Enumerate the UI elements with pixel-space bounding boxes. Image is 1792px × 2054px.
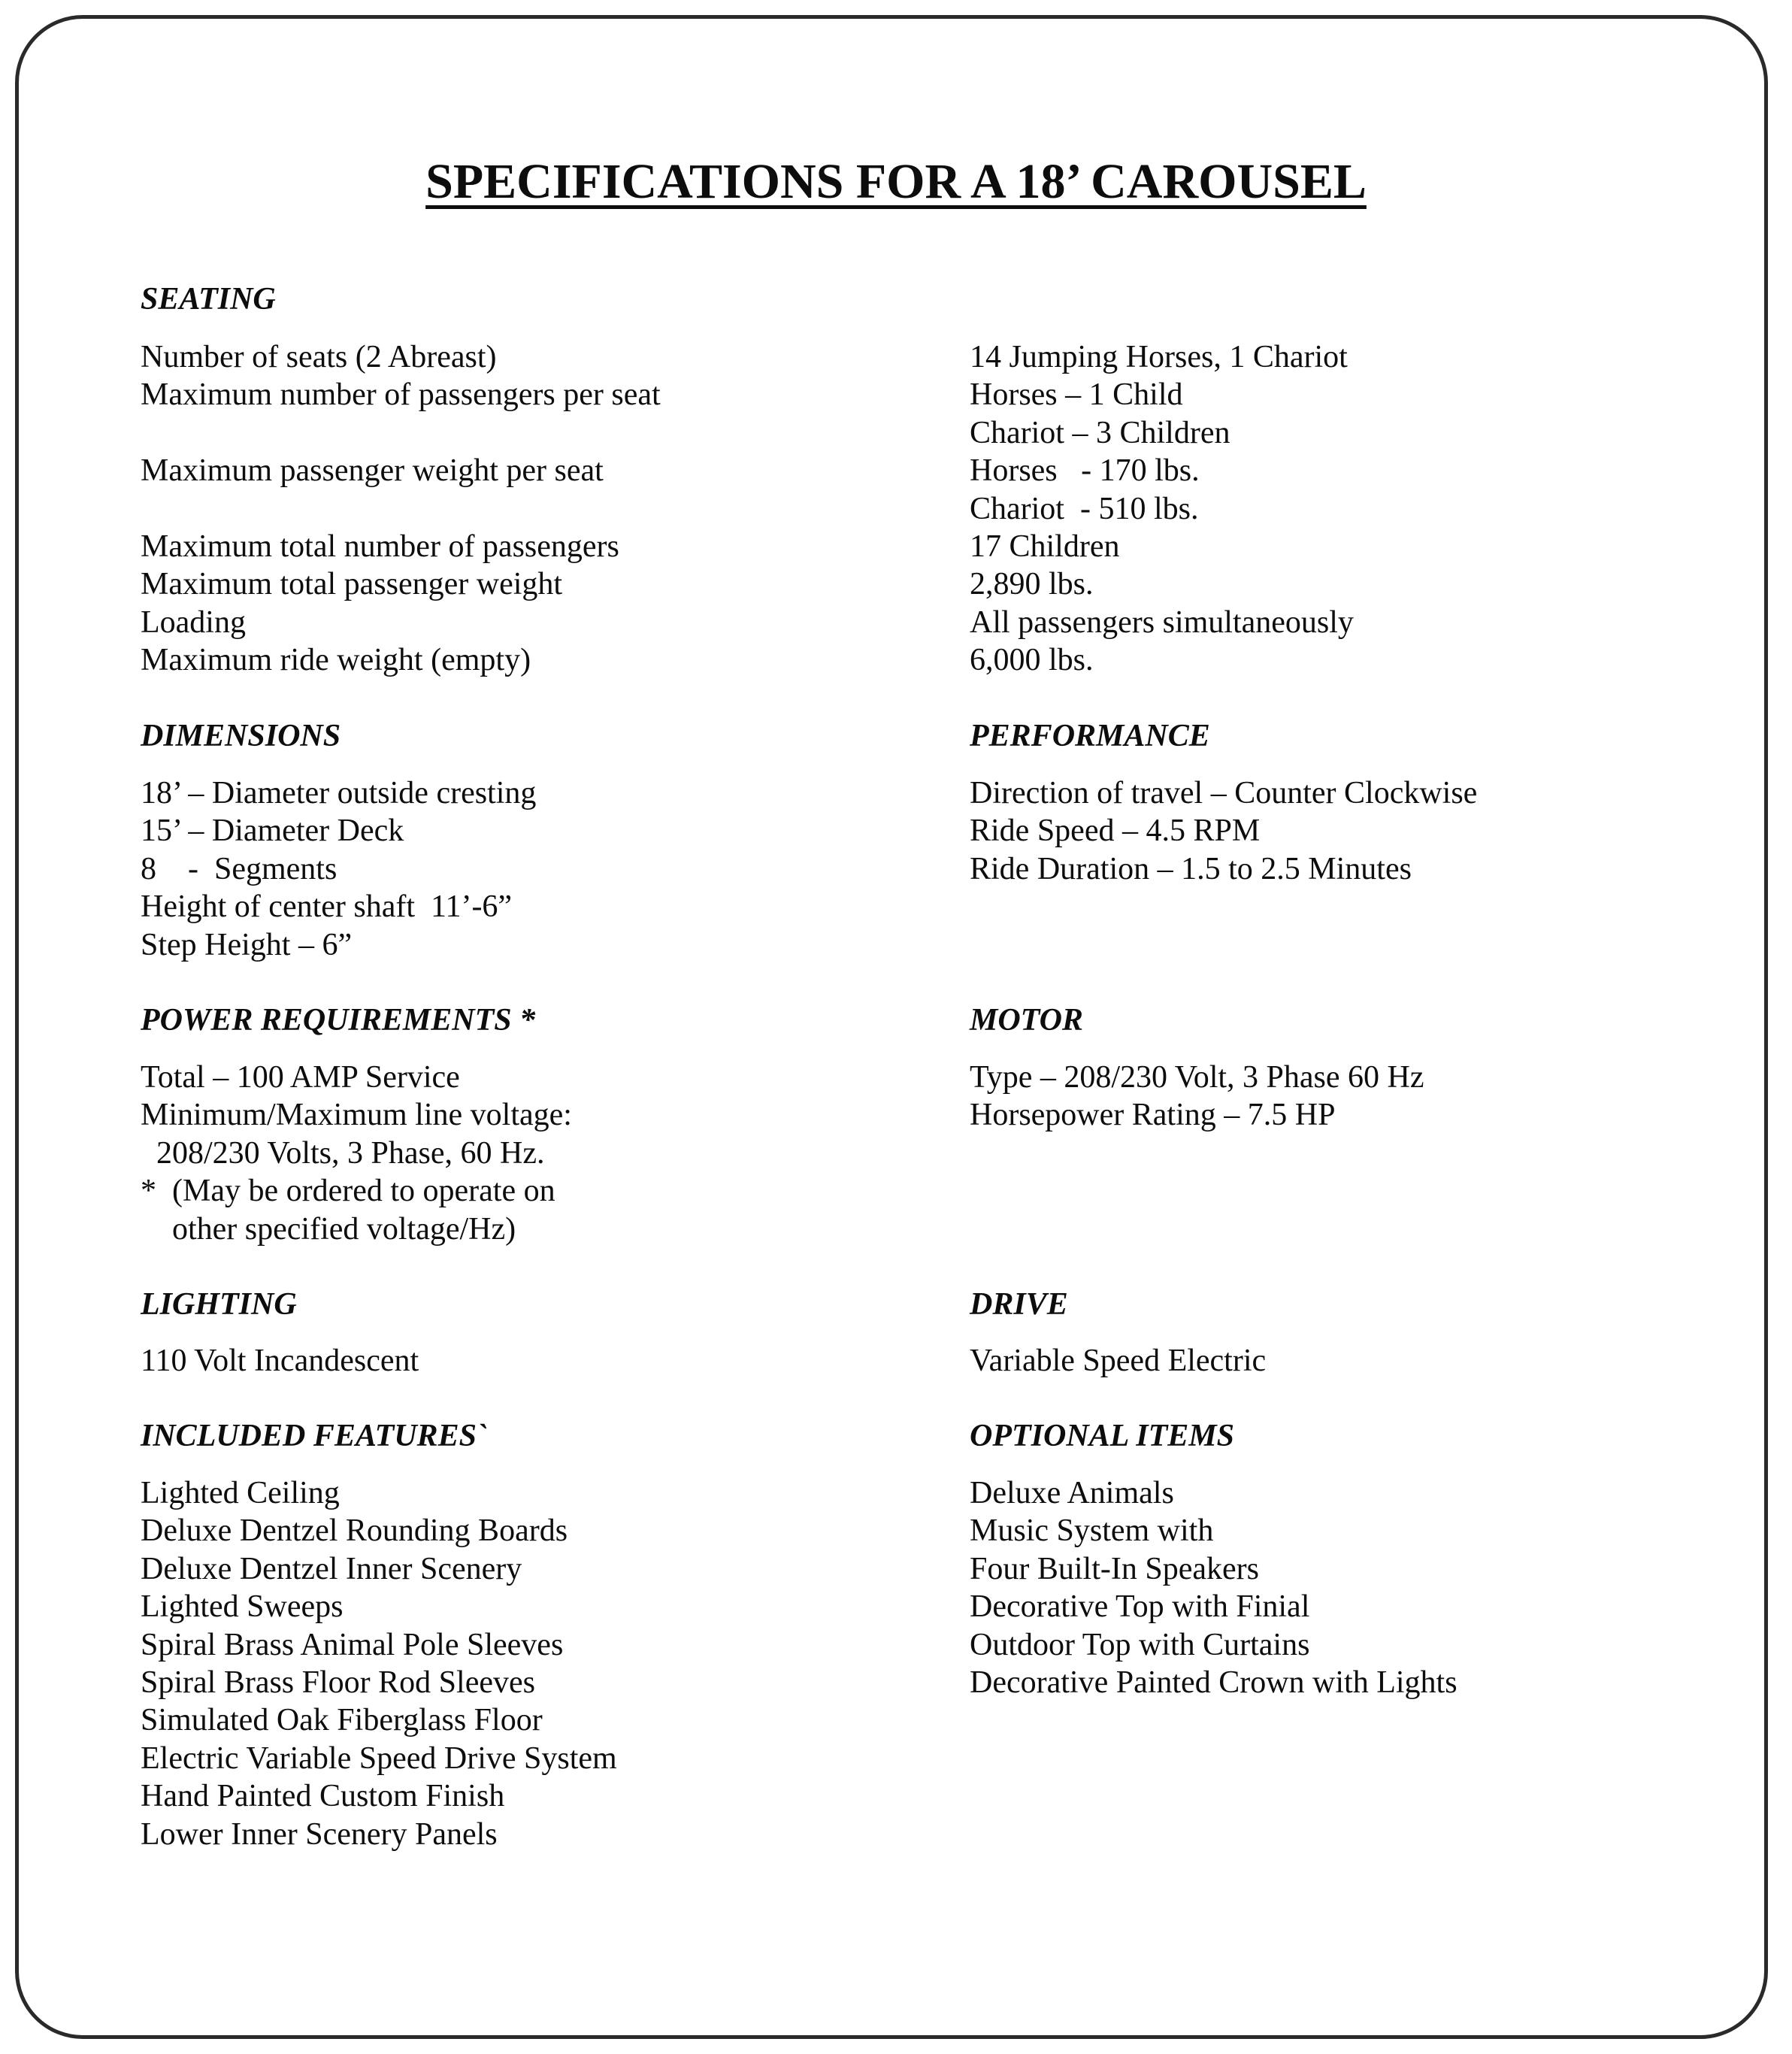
spec-line: 15’ – Diameter Deck [141, 813, 404, 849]
spec-line: Spiral Brass Floor Rod Sleeves [141, 1665, 535, 1700]
spec-line: Spiral Brass Animal Pole Sleeves [141, 1627, 564, 1662]
included-features-heading: INCLUDED FEATURES` [141, 1419, 487, 1453]
dimensions-list [141, 774, 536, 964]
spec-line: Minimum/Maximum line voltage: [141, 1098, 572, 1133]
spec-line: Ride Speed – 4.5 RPM [970, 813, 1261, 849]
performance-list [970, 774, 1477, 888]
spec-line: Lighted Sweeps [141, 1589, 344, 1625]
motor-heading: MOTOR [970, 1003, 1083, 1038]
spec-line: Chariot - 510 lbs. [970, 491, 1199, 526]
seating-labels [141, 338, 661, 680]
spec-line: Chariot – 3 Children [970, 415, 1230, 450]
spec-line: 14 Jumping Horses, 1 Chariot [970, 340, 1348, 374]
spec-line: 18’ – Diameter outside cresting [141, 776, 537, 810]
spec-line: 208/230 Volts, 3 Phase, 60 Hz. [141, 1135, 545, 1171]
spec-line: Lighted Ceiling [141, 1476, 340, 1510]
spec-line: Decorative Top with Finial [970, 1589, 1310, 1625]
seating-values [970, 338, 1354, 680]
optional-items-list [970, 1474, 1458, 1701]
spec-line: Lower Inner Scenery Panels [141, 1816, 498, 1852]
spec-line: Deluxe Animals [970, 1476, 1174, 1510]
spec-line: Decorative Painted Crown with Lights [970, 1665, 1458, 1700]
included-features-list [141, 1474, 617, 1853]
spec-line: Maximum total number of passengers [141, 529, 619, 564]
spec-line: Height of center shaft 11’-6” [141, 889, 513, 925]
motor-list [970, 1059, 1424, 1135]
spec-line: Hand Painted Custom Finish [141, 1779, 505, 1814]
spec-line: Maximum ride weight (empty) [141, 643, 531, 678]
spec-line: Maximum number of passengers per seat [141, 377, 661, 413]
spec-line: Type – 208/230 Volt, 3 Phase 60 Hz [970, 1060, 1424, 1095]
spec-line: Outdoor Top with Curtains [970, 1627, 1310, 1662]
spec-line: Horses - 170 lbs. [970, 453, 1200, 489]
dimensions-heading: DIMENSIONS [141, 719, 341, 753]
spec-line: 2,890 lbs. [970, 567, 1094, 602]
spec-line: Simulated Oak Fiberglass Floor [141, 1703, 543, 1738]
spec-line [141, 490, 661, 528]
power-list [141, 1059, 572, 1248]
spec-line: Music System with [970, 1513, 1214, 1549]
power-heading: POWER REQUIREMENTS * [141, 1003, 536, 1038]
spec-line [141, 414, 661, 452]
seating-heading: SEATING [141, 282, 276, 317]
spec-line: 8 - Segments [141, 851, 338, 886]
spec-line: 6,000 lbs. [970, 643, 1094, 678]
spec-line: other specified voltage/Hz) [141, 1211, 516, 1247]
spec-line: Deluxe Dentzel Rounding Boards [141, 1513, 568, 1549]
spec-line: Maximum total passenger weight [141, 567, 563, 602]
spec-line: Loading [141, 604, 246, 640]
spec-line: Step Height – 6” [141, 927, 353, 962]
page-title: SPECIFICATIONS FOR A 18’ CAROUSEL [425, 154, 1367, 210]
lighting-list [141, 1342, 419, 1380]
spec-line: Horsepower Rating – 7.5 HP [970, 1098, 1336, 1133]
drive-list [970, 1342, 1266, 1380]
performance-heading: PERFORMANCE [970, 719, 1210, 753]
spec-line: Electric Variable Speed Drive System [141, 1740, 617, 1776]
spec-line: Maximum passenger weight per seat [141, 453, 604, 489]
spec-line: Total – 100 AMP Service [141, 1060, 460, 1095]
spec-line: * (May be ordered to operate on [141, 1174, 555, 1209]
spec-line: Direction of travel – Counter Clockwise [970, 776, 1478, 810]
spec-line: Variable Speed Electric [970, 1344, 1267, 1378]
spec-line: 110 Volt Incandescent [141, 1344, 419, 1378]
optional-items-heading: OPTIONAL ITEMS [970, 1419, 1234, 1453]
spec-line: Deluxe Dentzel Inner Scenery [141, 1551, 522, 1586]
drive-heading: DRIVE [970, 1287, 1068, 1322]
lighting-heading: LIGHTING [141, 1287, 297, 1322]
spec-line: Horses – 1 Child [970, 377, 1183, 413]
spec-line: Four Built-In Speakers [970, 1551, 1259, 1586]
spec-line: 17 Children [970, 529, 1120, 564]
spec-line: Ride Duration – 1.5 to 2.5 Minutes [970, 851, 1412, 886]
spec-line: Number of seats (2 Abreast) [141, 340, 497, 374]
spec-line: All passengers simultaneously [970, 604, 1354, 640]
